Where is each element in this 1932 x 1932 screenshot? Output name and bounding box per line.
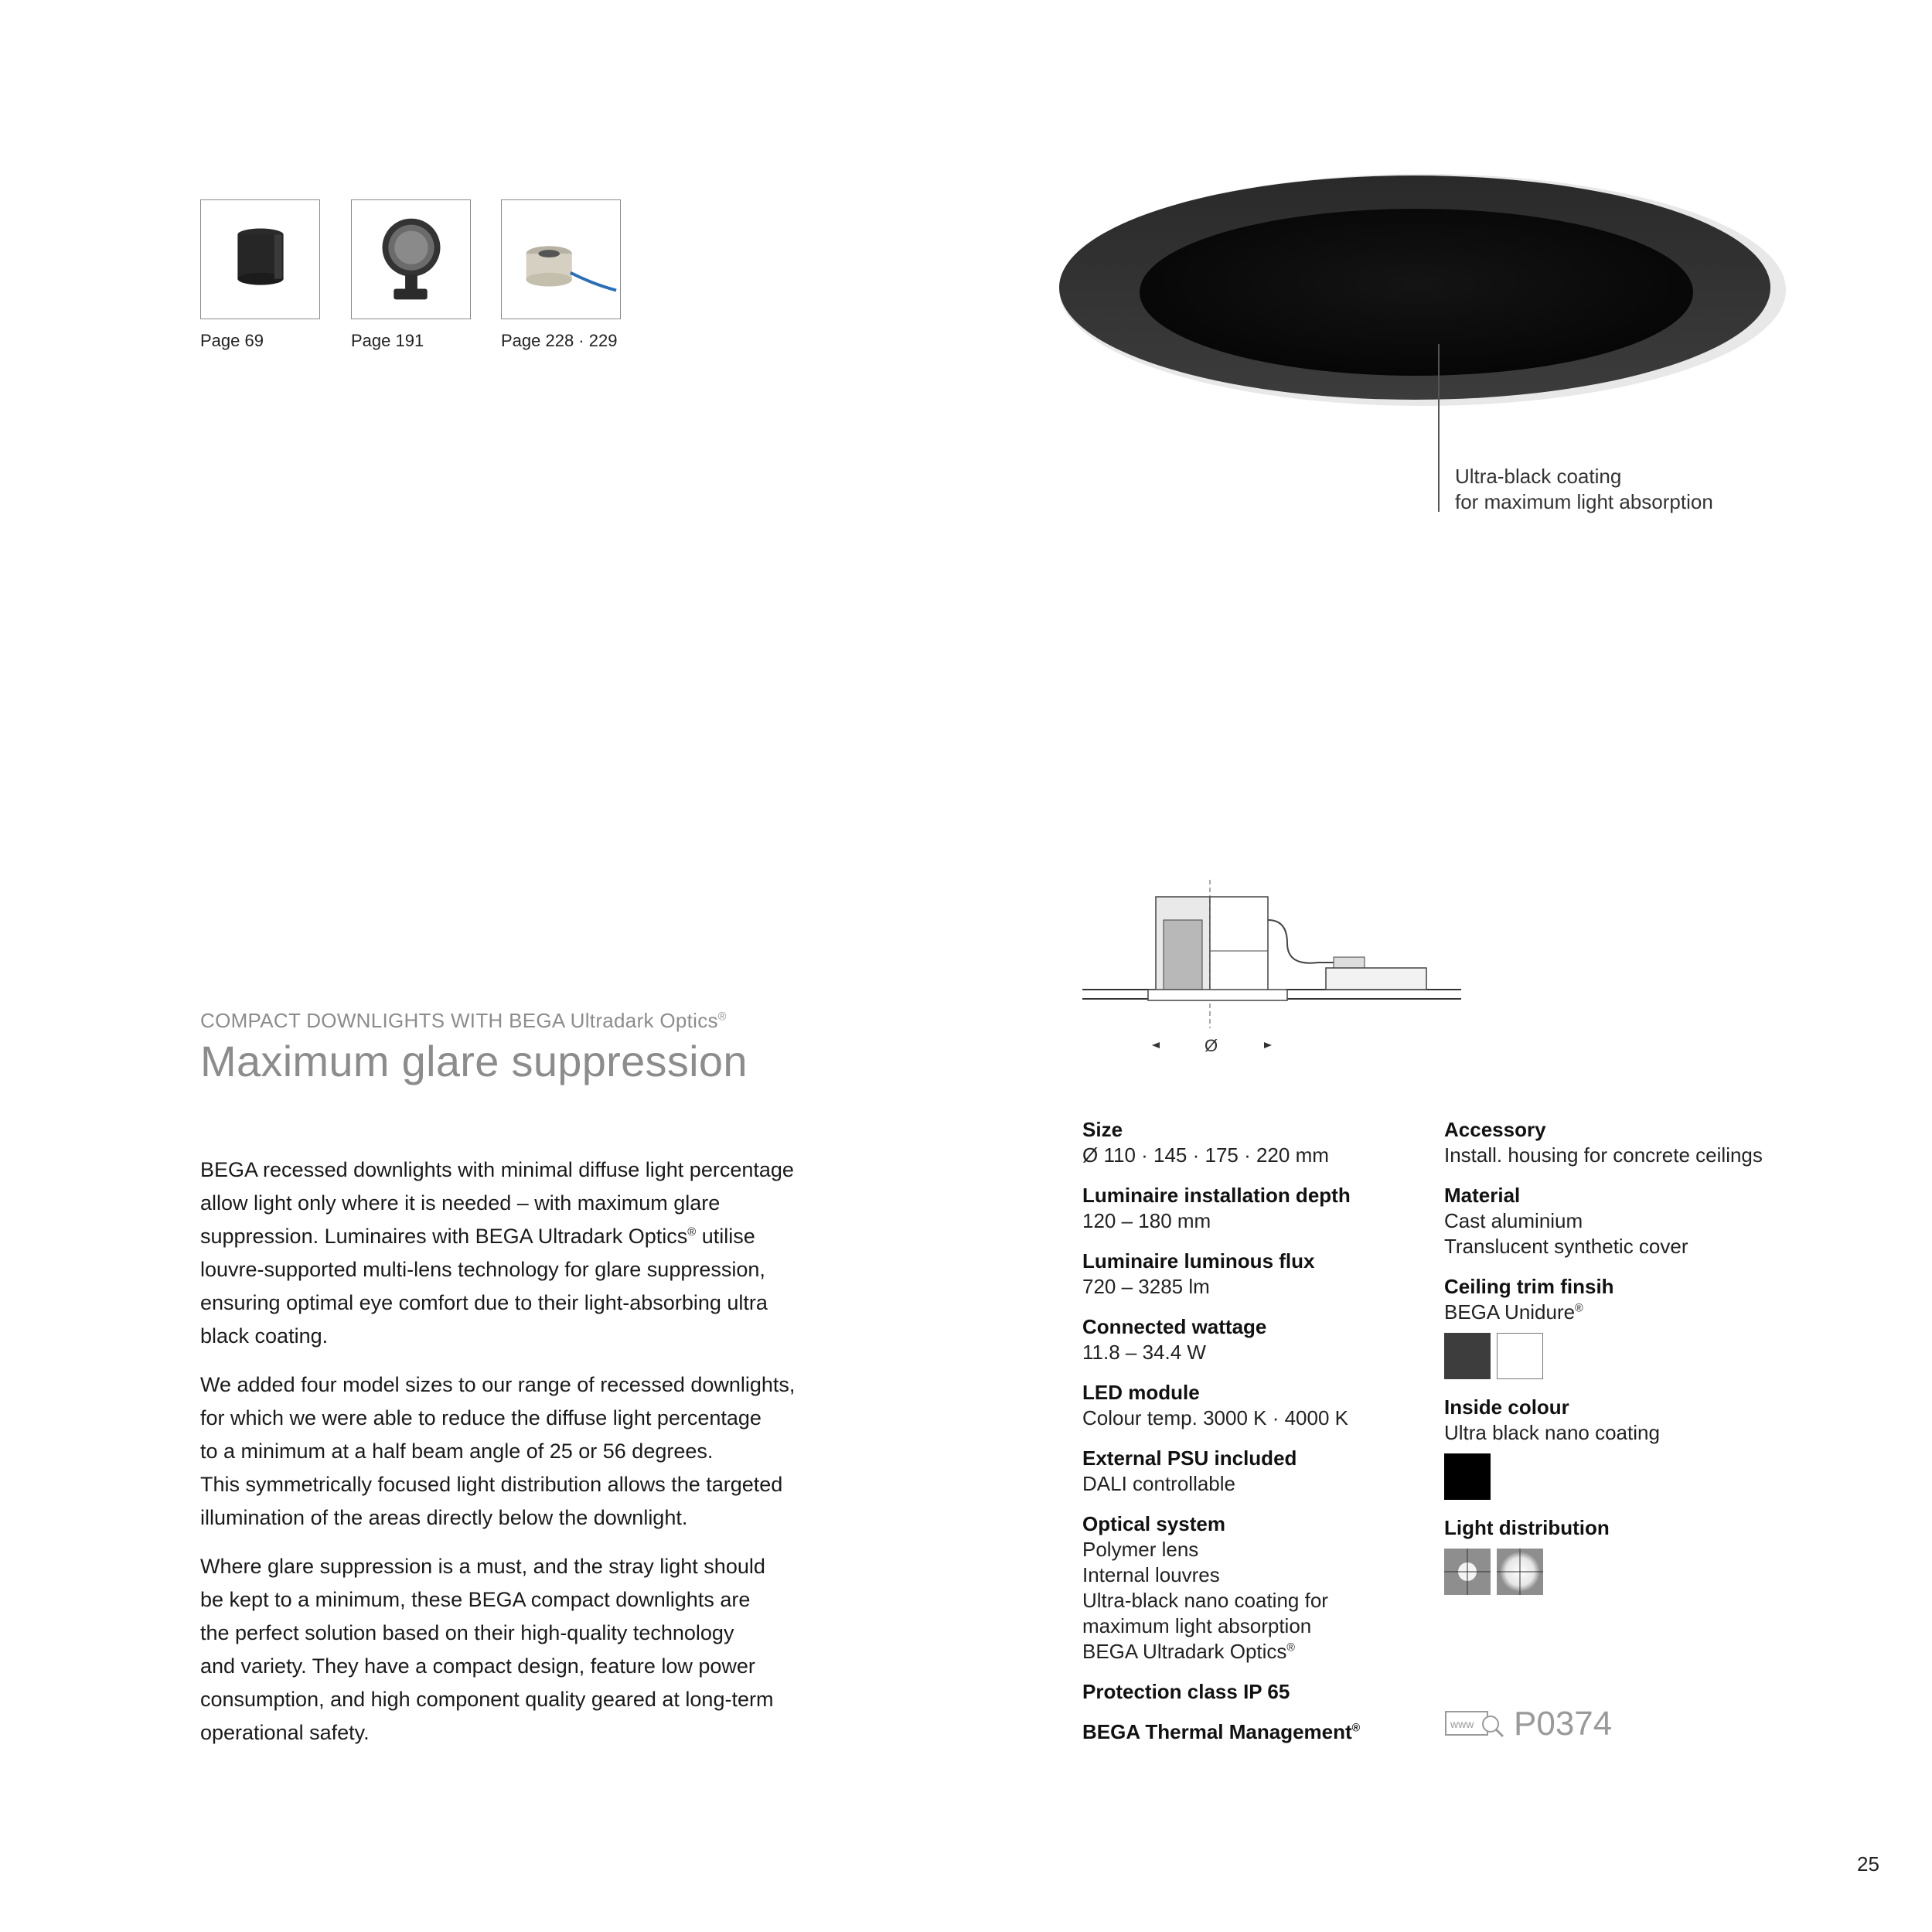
thumbnail-label: Page 69: [200, 331, 264, 350]
web-search-icon: [1444, 1707, 1506, 1741]
thumbnail-label: Page 228 · 229: [501, 331, 618, 350]
spec-value: Ø 110 · 145 · 175 · 220 mm: [1082, 1143, 1329, 1167]
thermal-text: BEGA Thermal Management: [1082, 1720, 1352, 1743]
product-code: P0374: [1514, 1705, 1613, 1743]
narrow-beam-icon: [1444, 1549, 1491, 1595]
spec-label: Accessory: [1444, 1118, 1546, 1141]
spec-value: 720 – 3285 lm: [1082, 1275, 1210, 1298]
spec-label: Luminaire installation depth: [1082, 1184, 1351, 1207]
spec-installation-depth: [1082, 1183, 1415, 1234]
wide-beam-icon: [1497, 1549, 1543, 1595]
recessed-fitting-thumbnail: [502, 200, 620, 319]
callout-line: [1438, 344, 1440, 512]
white-swatch[interactable]: [1497, 1333, 1543, 1379]
spec-material: [1444, 1183, 1846, 1259]
callout-line-2: for maximum light absorption: [1455, 490, 1713, 513]
spec-value: 11.8 – 34.4 W: [1082, 1341, 1206, 1364]
callout-line-1: Ultra-black coating: [1455, 465, 1622, 488]
spec-label: Material: [1444, 1184, 1521, 1207]
spec-optical-system: [1082, 1511, 1415, 1665]
spec-protection: [1082, 1679, 1415, 1705]
spec-column-left: [1082, 1117, 1415, 1760]
web-icon-text: www: [1450, 1718, 1474, 1730]
spec-light-distribution: [1444, 1515, 1846, 1541]
spec-label: Connected wattage: [1082, 1315, 1267, 1338]
spec-wattage: [1082, 1314, 1415, 1365]
spec-value: Colour temp. 3000 K · 4000 K: [1082, 1406, 1348, 1429]
spec-led-module: [1082, 1380, 1415, 1431]
callout-text: [1455, 464, 1713, 515]
technical-drawing: [1078, 874, 1465, 1059]
spec-label: Inside colour: [1444, 1395, 1569, 1419]
spec-inside-colour: [1444, 1395, 1846, 1446]
trim-finish-text: BEGA Unidure: [1444, 1300, 1576, 1324]
inside-swatches: [1444, 1453, 1846, 1500]
spec-column-right: [1444, 1117, 1846, 1610]
kicker-text: COMPACT DOWNLIGHTS WITH BEGA Ultradark Optics: [200, 1009, 718, 1032]
thumbnail-page-69[interactable]: [200, 199, 320, 319]
graphite-swatch[interactable]: [1444, 1333, 1491, 1379]
spec-accessory: [1444, 1117, 1846, 1168]
downlight-hero-image: [1051, 162, 1786, 417]
web-code[interactable]: [1444, 1705, 1612, 1743]
thermal-management: [1082, 1719, 1415, 1745]
spec-luminous-flux: [1082, 1249, 1415, 1300]
spec-label: Optical system: [1082, 1512, 1225, 1535]
diameter-symbol: Ø: [1205, 1036, 1218, 1055]
registered-mark: ®: [687, 1226, 697, 1239]
black-swatch[interactable]: [1444, 1453, 1491, 1500]
protection-class: Protection class IP 65: [1082, 1680, 1290, 1703]
paragraph-1: [200, 1153, 865, 1353]
paragraph-1-part-2: utilise louvre-supported multi-lens technology for glare suppression, ensuring optimal eye comfort due to their light-absorbing ultra black coating.: [200, 1225, 768, 1348]
spec-label: Luminaire luminous flux: [1082, 1249, 1315, 1273]
spec-thermal: [1082, 1719, 1415, 1745]
thumbnail-label: Page 191: [351, 331, 424, 350]
cylinder-downlight-thumbnail: [201, 200, 319, 319]
spec-label: LED module: [1082, 1381, 1200, 1404]
spec-value: Ultra black nano coating: [1444, 1421, 1660, 1444]
spec-value: Install. housing for concrete ceilings: [1444, 1143, 1763, 1167]
page-number: 25: [1857, 1852, 1879, 1876]
body-text: [200, 1153, 865, 1765]
spec-label: External PSU included: [1082, 1446, 1297, 1470]
optical-system-text: Polymer lens Internal louvres Ultra-black nano coating for maximum light absorption BEGA Ultradark Optics: [1082, 1538, 1328, 1663]
spec-label: Light distribution: [1444, 1516, 1610, 1539]
spec-value: [1444, 1300, 1846, 1325]
spec-value: [1082, 1537, 1415, 1665]
spec-size: [1082, 1117, 1415, 1168]
paragraph-1-part-1: BEGA recessed downlights with minimal diffuse light percentage allow light only where it is needed – with maximum glare suppression. Luminaires with BEGA Ultradark Optics: [200, 1158, 794, 1248]
thumbnail-page-228[interactable]: [501, 199, 621, 319]
spec-label: Ceiling trim finsih: [1444, 1275, 1614, 1298]
spec-ceiling-trim: [1444, 1274, 1846, 1325]
thumbnail-page-191[interactable]: [351, 199, 471, 319]
distribution-icons: [1444, 1549, 1846, 1595]
registered-mark: ®: [1351, 1722, 1361, 1735]
spec-value: Cast aluminium Translucent synthetic cover: [1444, 1209, 1688, 1258]
paragraph-3: Where glare suppression is a must, and the stray light should be kept to a minimum, these BEGA compact downlights are the perfect solution based on their high-quality technology and variety. They have a compact design, feature low power consumption, and high component quality geared at long-term operational safety.: [200, 1555, 774, 1744]
spec-psu: [1082, 1446, 1415, 1497]
paragraph-2: We added four model sizes to our range of recessed downlights, for which we were able to reduce the diffuse light percentage to a minimum at a half beam angle of 25 or 56 degrees. This symmetrically focused light distribution allows the targeted illumination of the areas directly below the downlight.: [200, 1373, 796, 1529]
trim-swatches: [1444, 1333, 1846, 1379]
registered-mark: ®: [1575, 1302, 1583, 1315]
spec-value: DALI controllable: [1082, 1472, 1235, 1495]
spec-value: 120 – 180 mm: [1082, 1209, 1211, 1232]
page-title: Maximum glare suppression: [200, 1037, 748, 1085]
spotlight-thumbnail: [352, 200, 470, 319]
registered-mark: ®: [717, 1010, 727, 1024]
section-kicker: [200, 1009, 727, 1033]
spec-label: Size: [1082, 1118, 1123, 1141]
registered-mark: ®: [1286, 1641, 1295, 1654]
